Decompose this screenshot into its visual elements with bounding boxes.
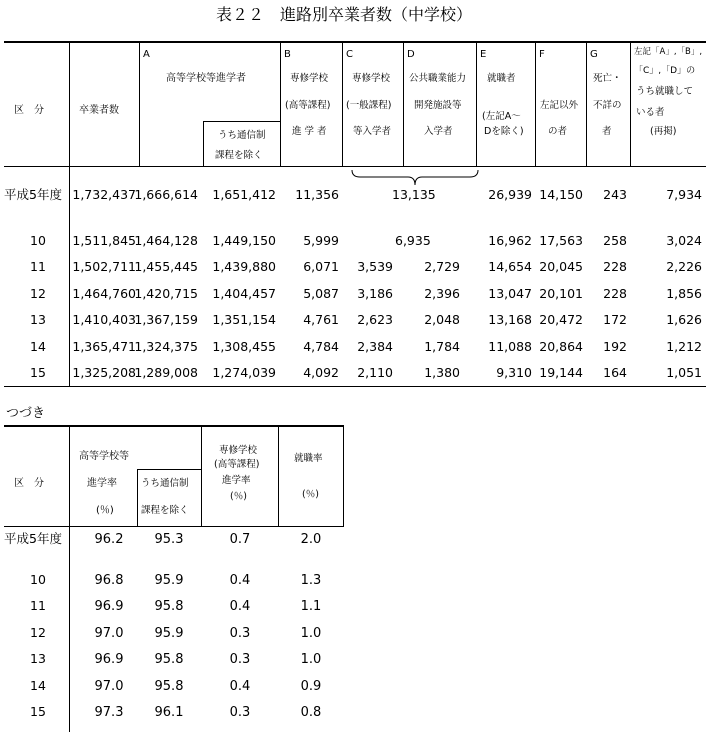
cell-g: 258 (603, 233, 627, 248)
cell-c: 2,623 (357, 312, 393, 327)
table1-bottom-rule (4, 386, 706, 387)
cell-e: 14,654 (488, 259, 532, 274)
cell-c: 3,539 (357, 259, 393, 274)
cell-grad: 1,410,403 (72, 312, 136, 327)
cell-hs: 97.0 (94, 626, 124, 641)
table1-col-sep (403, 41, 404, 166)
col-a-letter: A (143, 49, 150, 60)
table1-col-sep (586, 41, 587, 166)
row-year: 10 (30, 572, 46, 587)
cell-e: 26,939 (488, 187, 532, 202)
t2-emp-line1: 就職率 (294, 453, 323, 464)
cell-hs_sub: 95.9 (154, 573, 184, 588)
cell-grad: 1,464,760 (72, 286, 136, 301)
table2-col-sep (343, 425, 344, 526)
col-h-line1: 左記「A」,「B」, (634, 47, 703, 57)
cell-hs: 96.2 (94, 532, 124, 547)
cell-hs: 96.8 (94, 573, 124, 588)
cell-h: 1,856 (666, 286, 702, 301)
cell-b: 4,092 (303, 365, 339, 380)
cell-hs_sub: 95.8 (154, 599, 184, 614)
table1-top-rule (4, 41, 706, 43)
cell-hs: 97.0 (94, 679, 124, 694)
cell-emp: 1.3 (300, 573, 322, 588)
cell-f: 20,864 (539, 339, 583, 354)
cell-emp: 0.9 (300, 679, 322, 694)
cell-a_sub: 1,449,150 (212, 233, 276, 248)
table2-top-rule (4, 425, 344, 427)
cell-h: 2,226 (666, 259, 702, 274)
cell-f: 17,563 (539, 233, 583, 248)
col-d-line1: 公共職業能力 (409, 73, 467, 84)
cell-b: 4,761 (303, 312, 339, 327)
cell-h: 7,934 (666, 187, 702, 202)
col-h-line2: 「C」,「D」の (634, 66, 696, 76)
cell-f: 20,045 (539, 259, 583, 274)
t2-hs-line1: 高等学校等 (79, 451, 129, 462)
cell-c: 3,186 (357, 286, 393, 301)
cell-e: 11,088 (488, 339, 532, 354)
cell-hs_sub: 95.3 (154, 532, 184, 547)
cell-h: 1,626 (666, 312, 702, 327)
col-h-line5: (再掲) (650, 126, 677, 137)
table1-col-sep (139, 41, 140, 166)
c-d-combined-brace (350, 168, 480, 188)
row-year: 14 (30, 678, 46, 693)
col-d-line3: 入学者 (424, 126, 453, 137)
table1-col-sep (630, 41, 631, 166)
col-f-letter: F (539, 49, 545, 60)
cell-f: 20,472 (539, 312, 583, 327)
cell-a: 1,367,159 (134, 312, 198, 327)
row-year: 平成5年度 (4, 187, 62, 202)
cell-emp: 1.1 (300, 599, 322, 614)
table1-col-sep (535, 41, 536, 166)
cell-cd-combined: 13,135 (392, 187, 436, 202)
row-year: 11 (30, 259, 46, 274)
page-title: 表２２ 進路別卒業者数（中学校） (216, 5, 473, 24)
cell-e: 16,962 (488, 233, 532, 248)
row-year: 13 (30, 312, 46, 327)
row-year: 10 (30, 233, 46, 248)
cell-g: 228 (603, 286, 627, 301)
col-b-line1: 専修学校 (290, 73, 329, 84)
cell-b: 11,356 (295, 187, 339, 202)
cell-b: 4,784 (303, 339, 339, 354)
cell-e: 13,168 (488, 312, 532, 327)
table2-col-sep (278, 425, 279, 526)
kubun-header: 区 分 (14, 105, 44, 116)
table1-header-rule (4, 166, 706, 167)
col-e-line2: (左記A～ (482, 111, 521, 122)
cell-grad: 1,365,471 (72, 339, 136, 354)
cell-hs: 96.9 (94, 652, 124, 667)
col-c-line2: (一般課程) (346, 100, 392, 111)
col-a-sub-line2: 課程を除く (215, 150, 263, 161)
col-g-line2: 不詳の (593, 100, 622, 111)
row-year: 13 (30, 651, 46, 666)
row-year: 12 (30, 625, 46, 640)
cell-a_sub: 1,404,457 (212, 286, 276, 301)
t2-voc-line3: 進学率 (222, 475, 251, 486)
t2-hs-sub-line2: 課程を除く (141, 505, 189, 516)
col-a-label: 高等学校等進学者 (166, 73, 246, 84)
row-year: 11 (30, 598, 46, 613)
cell-d: 2,396 (424, 286, 460, 301)
cell-hs: 96.9 (94, 599, 124, 614)
table1-col-sep (69, 41, 70, 387)
cell-e: 13,047 (488, 286, 532, 301)
cell-b: 6,071 (303, 259, 339, 274)
t2-hs-line3: (％) (96, 505, 114, 516)
table1-col-sep (342, 41, 343, 166)
cell-b: 5,087 (303, 286, 339, 301)
graduates-header: 卒業者数 (79, 105, 119, 116)
cell-g: 164 (603, 365, 627, 380)
cell-emp: 1.0 (300, 652, 322, 667)
cell-d: 2,729 (424, 259, 460, 274)
continued-label: つづき (6, 406, 46, 421)
col-h-line3: うち就職して (636, 86, 694, 97)
col-b-line3: 進 学 者 (292, 126, 327, 137)
t2-emp-line2: (％) (302, 489, 319, 500)
col-c-line1: 専修学校 (352, 73, 391, 84)
cell-hs_sub: 96.1 (154, 705, 184, 720)
col-h-line4: いる者 (636, 107, 665, 118)
cell-c: 2,384 (357, 339, 393, 354)
table2-col-sep (69, 425, 70, 732)
cell-c: 2,110 (357, 365, 393, 380)
cell-a: 1,420,715 (134, 286, 198, 301)
cell-voc: 0.3 (229, 705, 251, 720)
cell-voc: 0.3 (229, 626, 251, 641)
col-f-line1: 左記以外 (540, 100, 579, 111)
cell-emp: 2.0 (300, 532, 322, 547)
cell-a_sub: 1,439,880 (212, 259, 276, 274)
cell-h: 1,212 (666, 339, 702, 354)
col-c-letter: C (346, 49, 353, 60)
cell-d: 1,380 (424, 365, 460, 380)
row-year: 14 (30, 339, 46, 354)
t2-voc-line2: (高等課程) (214, 459, 260, 470)
cell-a_sub: 1,274,039 (212, 365, 276, 380)
cell-d: 2,048 (424, 312, 460, 327)
cell-voc: 0.3 (229, 652, 251, 667)
cell-g: 172 (603, 312, 627, 327)
cell-d: 1,784 (424, 339, 460, 354)
cell-hs_sub: 95.9 (154, 626, 184, 641)
cell-hs_sub: 95.8 (154, 652, 184, 667)
row-year: 12 (30, 286, 46, 301)
cell-e: 9,310 (496, 365, 532, 380)
cell-grad: 1,732,437 (72, 187, 136, 202)
t2-voc-line1: 専修学校 (219, 445, 258, 456)
col-a-sub-line1: うち通信制 (218, 130, 266, 141)
cell-grad: 1,325,208 (72, 365, 136, 380)
cell-a: 1,666,614 (134, 187, 198, 202)
cell-voc: 0.4 (229, 573, 251, 588)
t2-hs-line2: 進学率 (87, 478, 117, 489)
cell-a_sub: 1,308,455 (212, 339, 276, 354)
cell-grad: 1,511,845 (72, 233, 136, 248)
t2-voc-line4: (％) (230, 491, 247, 502)
row-year: 15 (30, 704, 46, 719)
cell-hs_sub: 95.8 (154, 679, 184, 694)
col-g-line3: 者 (602, 126, 612, 137)
cell-b: 5,999 (303, 233, 339, 248)
cell-h: 3,024 (666, 233, 702, 248)
cell-grad: 1,502,711 (72, 259, 136, 274)
cell-voc: 0.4 (229, 679, 251, 694)
col-e-line3: Dを除く) (484, 126, 524, 137)
row-year: 15 (30, 365, 46, 380)
t2-kubun-header: 区 分 (14, 478, 44, 489)
cell-a: 1,455,445 (134, 259, 198, 274)
cell-voc: 0.7 (229, 532, 251, 547)
cell-a_sub: 1,351,154 (212, 312, 276, 327)
cell-h: 1,051 (666, 365, 702, 380)
t2-hs-sub-line1: うち通信制 (141, 478, 189, 489)
cell-a_sub: 1,651,412 (212, 187, 276, 202)
table1-col-sep (476, 41, 477, 166)
col-e-line1: 就職者 (487, 73, 516, 84)
col-g-letter: G (590, 49, 598, 60)
cell-f: 19,144 (539, 365, 583, 380)
cell-a: 1,464,128 (134, 233, 198, 248)
cell-g: 228 (603, 259, 627, 274)
cell-hs: 97.3 (94, 705, 124, 720)
cell-cd-combined: 6,935 (395, 233, 431, 248)
cell-voc: 0.4 (229, 599, 251, 614)
col-c-line3: 等入学者 (353, 126, 392, 137)
col-d-line2: 開発施設等 (414, 100, 462, 111)
cell-emp: 0.8 (300, 705, 322, 720)
col-f-line2: の者 (548, 126, 568, 137)
cell-emp: 1.0 (300, 626, 322, 641)
row-year: 平成5年度 (4, 531, 62, 546)
cell-g: 243 (603, 187, 627, 202)
cell-a: 1,324,375 (134, 339, 198, 354)
cell-f: 14,150 (539, 187, 583, 202)
cell-a: 1,289,008 (134, 365, 198, 380)
cell-g: 192 (603, 339, 627, 354)
col-b-line2: (高等課程) (285, 100, 331, 111)
col-g-line1: 死亡・ (593, 73, 622, 84)
col-e-letter: E (480, 49, 487, 60)
cell-f: 20,101 (539, 286, 583, 301)
col-b-letter: B (284, 49, 291, 60)
col-d-letter: D (407, 49, 415, 60)
